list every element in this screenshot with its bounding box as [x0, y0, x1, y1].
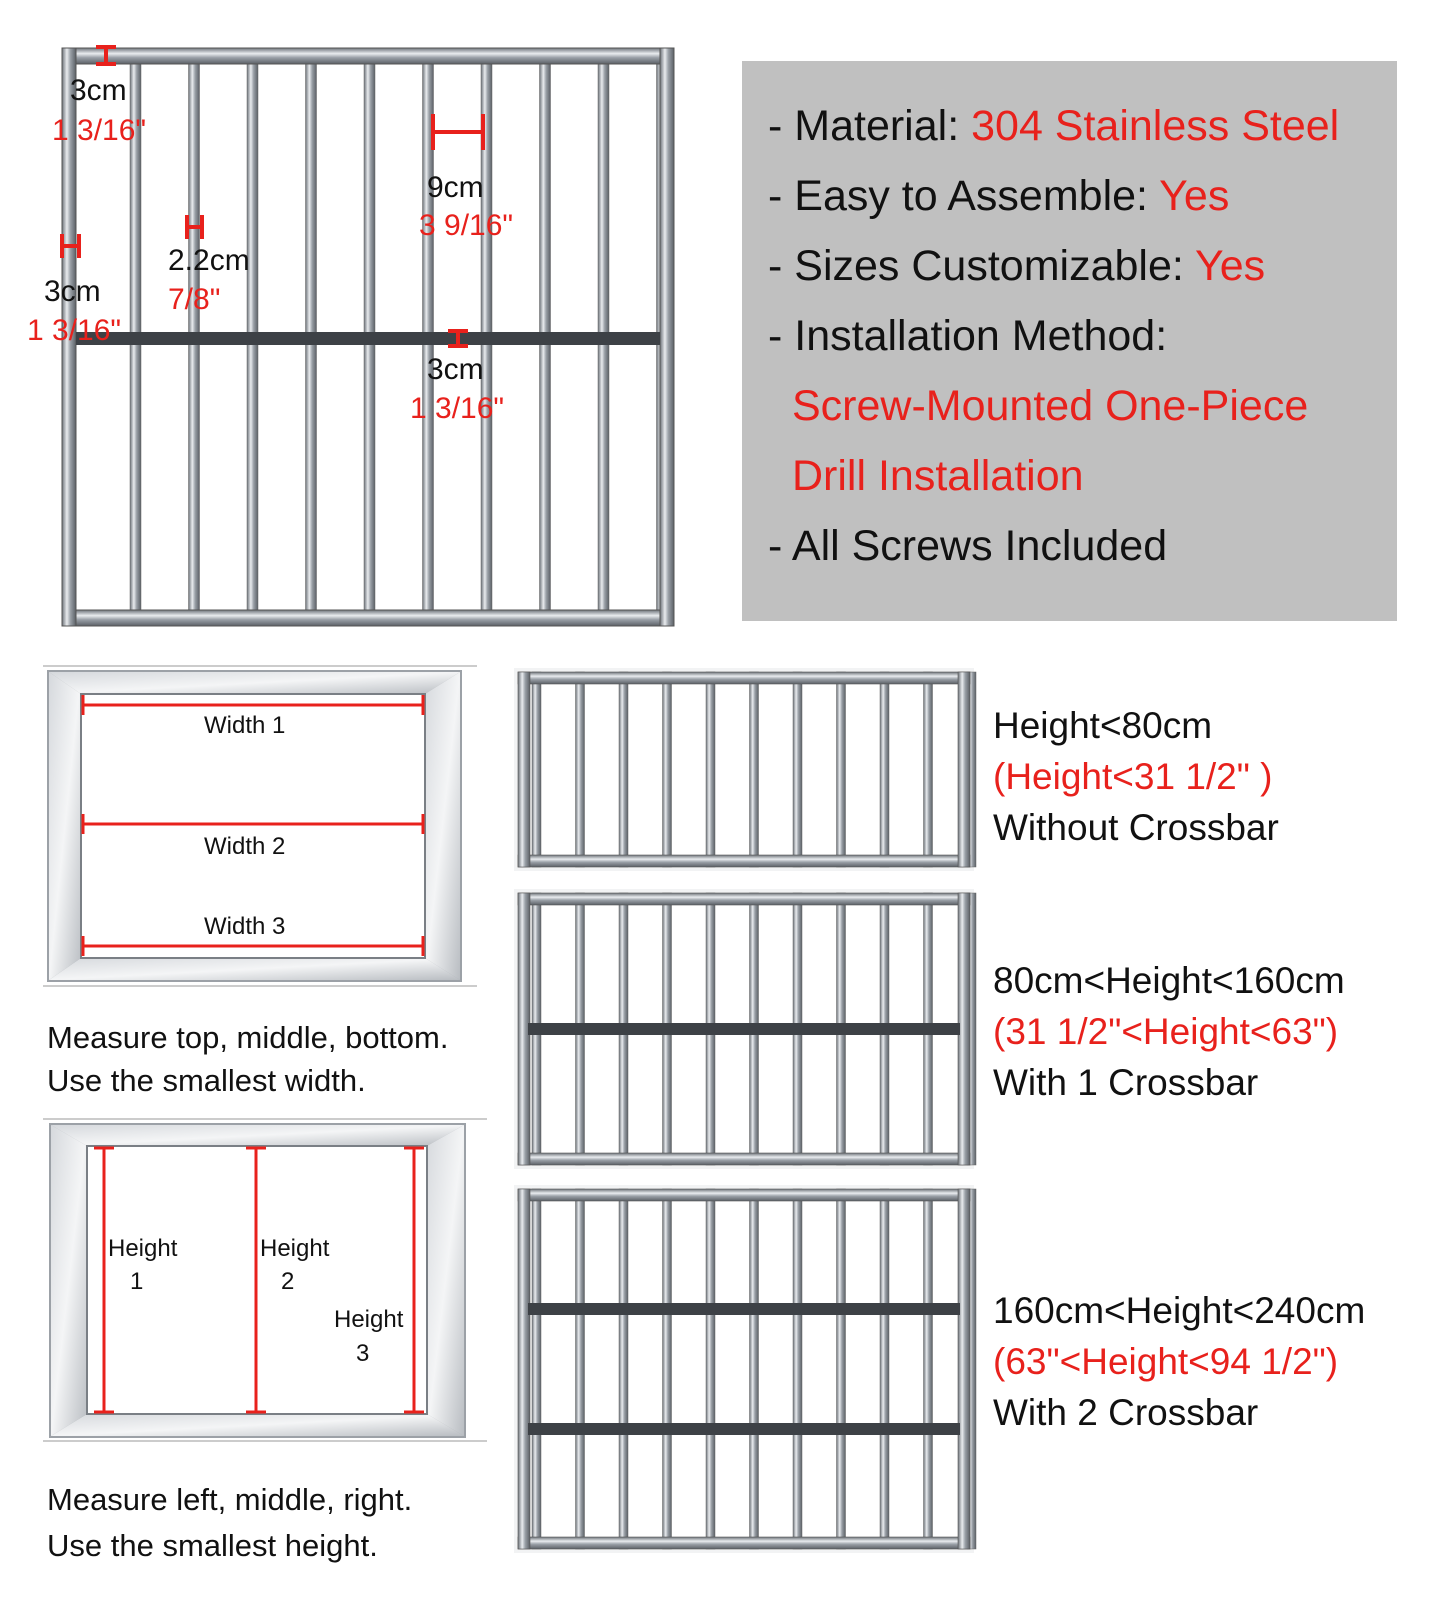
width-2-label: Width 2 — [204, 833, 286, 860]
spec-install-label: - Installation Method: — [768, 312, 1168, 360]
option-2-imperial: (31 1/2"<Height<63") — [993, 1011, 1339, 1052]
width-caption-2: Use the smallest width. — [47, 1063, 366, 1098]
height-caption-1: Measure left, middle, right. — [47, 1482, 413, 1517]
option-3-imperial: (63"<Height<94 1/2") — [993, 1341, 1339, 1382]
spec-install-value-1: Screw-Mounted One-Piece — [792, 382, 1309, 430]
frame-top-metric: 3cm — [70, 74, 127, 107]
bar-gap-metric: 9cm — [427, 171, 484, 204]
height-2-label: Height — [260, 1235, 330, 1262]
height-1-label: Height — [108, 1235, 178, 1262]
option-3-grille — [514, 1185, 976, 1553]
width-3-label: Width 3 — [204, 913, 286, 940]
height-caption-2: Use the smallest height. — [47, 1528, 378, 1563]
frame-side-metric: 3cm — [44, 275, 101, 308]
option-3-metric: 160cm<Height<240cm — [993, 1290, 1366, 1331]
height-1-number: 1 — [130, 1268, 144, 1295]
height-3-number: 3 — [356, 1340, 370, 1367]
spec-customizable: - Sizes Customizable: Yes — [768, 242, 1266, 290]
spec-screws: - All Screws Included — [768, 522, 1168, 570]
width-caption-1: Measure top, middle, bottom. — [47, 1020, 449, 1055]
option-2-text — [993, 955, 1345, 1108]
height-2-number: 2 — [281, 1268, 295, 1295]
spec-install-value-2: Drill Installation — [792, 452, 1084, 500]
option-2-metric: 80cm<Height<160cm — [993, 960, 1345, 1001]
option-1-metric: Height<80cm — [993, 705, 1213, 746]
option-3-crossbar: With 2 Crossbar — [993, 1392, 1259, 1433]
option-2-grille — [514, 889, 976, 1169]
bar-diameter-metric: 2.2cm — [168, 244, 250, 277]
option-1-text — [993, 700, 1279, 853]
option-2-crossbar: With 1 Crossbar — [993, 1062, 1259, 1103]
option-1-crossbar: Without Crossbar — [993, 807, 1279, 848]
frame-top-imperial: 1 3/16" — [52, 114, 147, 147]
crossbar-metric: 3cm — [427, 353, 484, 386]
bar-diameter-imperial: 7/8" — [168, 283, 221, 316]
spec-material: - Material: 304 Stainless Steel — [768, 102, 1340, 150]
option-1-grille — [514, 668, 976, 871]
crossbar-imperial: 1 3/16" — [410, 392, 505, 425]
spec-assemble: - Easy to Assemble: Yes — [768, 172, 1230, 220]
bar-gap-imperial: 3 9/16" — [419, 209, 514, 242]
option-1-imperial: (Height<31 1/2" ) — [993, 756, 1273, 797]
height-3-label: Height — [334, 1306, 404, 1333]
frame-side-imperial: 1 3/16" — [27, 314, 122, 347]
option-3-text — [993, 1285, 1365, 1438]
width-1-label: Width 1 — [204, 712, 286, 739]
